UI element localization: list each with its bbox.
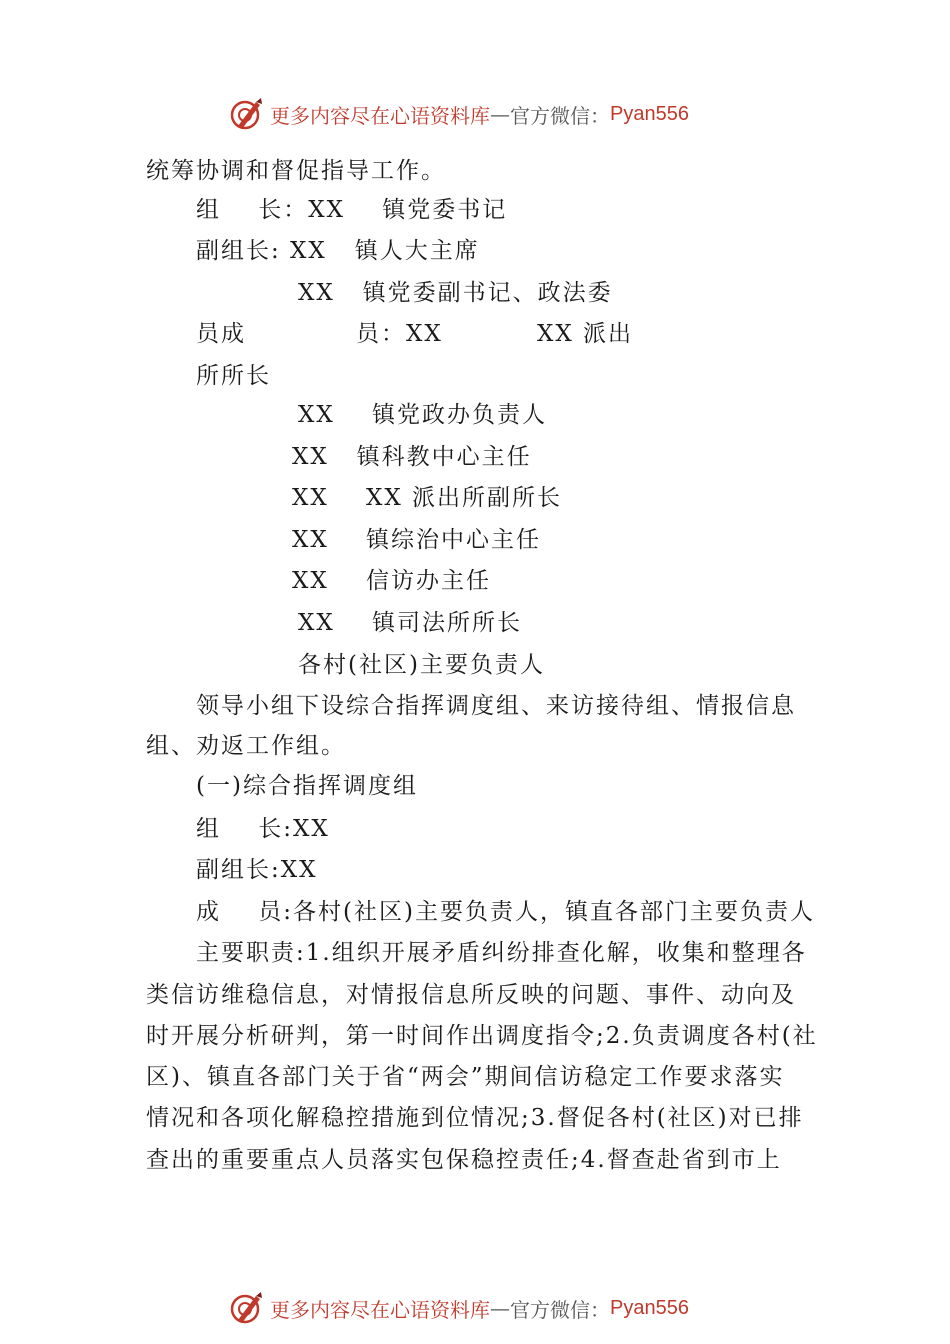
text-line: XX 镇科教中心主任	[292, 444, 532, 470]
text-line: 员：XX	[356, 321, 443, 347]
text-line: XX XX 派出所副所长	[292, 485, 563, 511]
logo-icon	[228, 96, 264, 132]
text-line: XX 派出	[537, 321, 634, 347]
text-line: 组、劝返工作组。	[146, 733, 346, 759]
text-line: 各村(社区)主要负责人	[298, 652, 545, 678]
text-line: 区)、镇直各部门关于省“两会”期间信访稳定工作要求落实	[146, 1064, 785, 1090]
watermark-wechat-label: 官方微信：	[510, 1297, 610, 1322]
watermark-site-text: 更多内容尽在心语资料库	[270, 1297, 490, 1322]
watermark-banner-bottom	[228, 1290, 689, 1326]
text-line: 情况和各项化解稳控措施到位情况;3.督促各村(社区)对已排	[146, 1105, 804, 1131]
text-line: 查出的重要重点人员落实包保稳控责任;4.督查赴省到市上	[146, 1147, 782, 1173]
text-line: 统筹协调和督促指导工作。	[146, 158, 446, 184]
text-line: 副组长: XX 镇人大主席	[196, 238, 480, 264]
text-line: 副组长:XX	[196, 857, 318, 883]
text-line: 时开展分析研判，第一时间作出调度指令;2.负责调度各村(社	[146, 1023, 818, 1049]
text-line: 类信访维稳信息，对情报信息所反映的问题、事件、动向及	[146, 982, 796, 1008]
text-line: 领导小组下设综合指挥调度组、来访接待组、情报信息	[196, 693, 796, 719]
text-line: 组 长:XX	[196, 816, 330, 842]
watermark-wechat-label: 官方微信：	[510, 103, 610, 128]
text-line: 员成	[196, 321, 246, 347]
logo-icon	[228, 1290, 264, 1326]
text-line: 成 员:各村(社区)主要负责人，镇直各部门主要负责人	[196, 899, 815, 925]
text-line: XX 镇党委副书记、政法委	[298, 280, 613, 306]
watermark-site-text: 更多内容尽在心语资料库	[270, 103, 490, 128]
text-line: XX 镇党政办负责人	[298, 402, 547, 428]
watermark-dash: —	[490, 1296, 510, 1320]
watermark-wechat-id: Pyan556	[610, 1296, 689, 1319]
section-heading: (一)综合指挥调度组	[196, 773, 418, 799]
text-line: XX 镇综治中心主任	[292, 527, 541, 553]
watermark-wechat-id: Pyan556	[610, 102, 689, 125]
text-line: 组 长：XX 镇党委书记	[196, 197, 508, 223]
watermark-dash: —	[490, 102, 510, 126]
text-line: XX 镇司法所所长	[298, 610, 522, 636]
text-line: 主要职责:1.组织开展矛盾纠纷排查化解，收集和整理各	[196, 940, 807, 966]
watermark-banner-top	[228, 96, 689, 132]
text-line: 所所长	[196, 363, 271, 389]
text-line: XX 信访办主任	[292, 568, 491, 594]
